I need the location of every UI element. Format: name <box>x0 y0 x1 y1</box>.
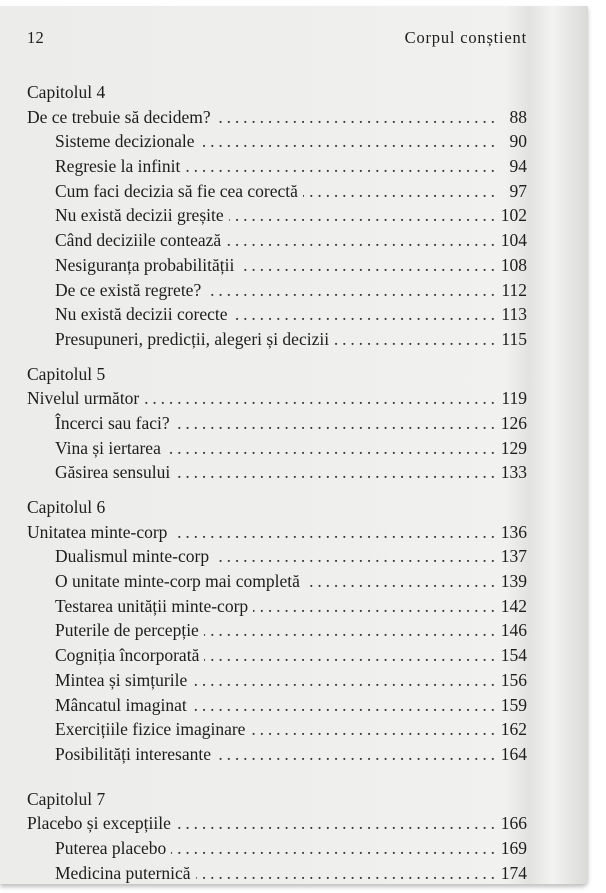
entry-page-number: 97 <box>509 180 527 201</box>
entry-page-number: 164 <box>500 743 527 764</box>
dot-leader <box>239 253 495 278</box>
toc-subsection-entry[interactable] <box>27 253 527 278</box>
entry-label: Găsirea sensului <box>55 462 171 483</box>
dot-leader <box>204 618 495 643</box>
entry-page-number: 129 <box>500 437 527 458</box>
page-number: 12 <box>27 28 45 47</box>
entry-label: Mâncatul imaginat <box>55 694 187 715</box>
entry-page-number: 112 <box>501 279 527 300</box>
toc-subsection-entry[interactable] <box>27 411 527 436</box>
toc-subsection-entry[interactable] <box>27 436 527 461</box>
dot-leader <box>185 154 495 179</box>
book-title: Corpul conștient <box>404 28 527 47</box>
dot-leader <box>305 569 495 594</box>
toc-subsection-entry[interactable] <box>27 179 527 204</box>
running-header <box>27 28 527 50</box>
chapter-heading: Capitolul 7 <box>27 788 106 809</box>
entry-page-number: 174 <box>500 862 527 883</box>
chapter-heading: Capitolul 5 <box>27 363 106 384</box>
entry-label: Nu există decizii greșite <box>55 205 224 226</box>
dot-leader <box>172 520 495 545</box>
toc-subsection-entry[interactable] <box>27 717 527 742</box>
entry-page-number: 146 <box>500 620 527 641</box>
dot-leader <box>176 811 495 836</box>
toc-section-entry[interactable] <box>27 811 527 836</box>
entry-page-number: 139 <box>500 571 527 592</box>
entry-label: Testarea unității minte-corp <box>55 595 249 616</box>
entry-page-number: 133 <box>500 462 527 483</box>
toc-subsection-entry[interactable] <box>27 154 527 179</box>
entry-page-number: 156 <box>500 669 527 690</box>
toc-subsection-entry[interactable] <box>27 327 527 352</box>
entry-page-number: 166 <box>500 813 527 834</box>
toc-subsection-entry[interactable] <box>27 618 527 643</box>
dot-leader <box>334 327 495 352</box>
dot-leader <box>216 742 495 767</box>
toc-subsection-entry[interactable] <box>27 742 527 767</box>
entry-label: Unitatea minte-corp <box>27 521 168 542</box>
dot-leader <box>175 460 495 485</box>
entry-label: Dualismul minte-corp <box>55 546 210 567</box>
entry-label: Nu există decizii corecte <box>55 304 228 325</box>
entry-page-number: 142 <box>500 595 527 616</box>
toc-section-entry[interactable] <box>27 520 527 545</box>
entry-page-number: 108 <box>500 254 527 275</box>
dot-leader <box>204 643 495 668</box>
entry-page-number: 159 <box>500 694 527 715</box>
entry-page-number: 162 <box>500 719 527 740</box>
entry-label: Presupuneri, predicții, alegeri și decizii <box>55 328 330 349</box>
dot-leader <box>166 436 495 461</box>
toc-subsection-entry[interactable] <box>27 129 527 154</box>
chapter-section <box>27 362 527 485</box>
toc-subsection-entry[interactable] <box>27 693 527 718</box>
entry-label: O unitate minte-corp mai completă <box>55 571 300 592</box>
table-of-contents <box>27 80 527 885</box>
dot-leader <box>214 544 495 569</box>
dot-leader <box>171 836 495 861</box>
dot-leader <box>232 302 495 327</box>
toc-subsection-entry[interactable] <box>27 544 527 569</box>
entry-label: Nivelul următor <box>27 388 140 409</box>
dot-leader <box>253 594 495 619</box>
entry-page-number: 104 <box>500 230 527 251</box>
entry-label: Puterile de percepție <box>55 620 199 641</box>
toc-subsection-entry[interactable] <box>27 594 527 619</box>
toc-subsection-entry[interactable] <box>27 203 527 228</box>
toc-section-entry[interactable] <box>27 386 527 411</box>
entry-label: Medicina puternică <box>55 862 191 883</box>
toc-subsection-entry[interactable] <box>27 668 527 693</box>
toc-subsection-entry[interactable] <box>27 460 527 485</box>
entry-label: Puterea placebo <box>55 837 167 858</box>
entry-page-number: 169 <box>500 837 527 858</box>
entry-page-number: 88 <box>509 106 527 127</box>
dot-leader <box>250 717 495 742</box>
entry-label: Placebo și excepțiile <box>27 813 171 834</box>
entry-label: Cum faci decizia să fie cea corectă <box>55 180 298 201</box>
dot-leader <box>206 278 495 303</box>
entry-page-number: 102 <box>500 205 527 226</box>
entry-page-number: 154 <box>500 645 527 666</box>
dot-leader <box>229 203 495 228</box>
entry-page-number: 119 <box>501 388 527 409</box>
entry-label: Cogniția încorporată <box>55 645 200 666</box>
entry-label: Când deciziile contează <box>55 230 222 251</box>
dot-leader <box>216 105 495 130</box>
entry-page-number: 113 <box>501 304 527 325</box>
dot-leader <box>192 693 495 718</box>
entry-label: Sisteme decizionale <box>55 131 195 152</box>
entry-label: Exercițiile fizice imaginare <box>55 719 246 740</box>
toc-subsection-entry[interactable] <box>27 278 527 303</box>
toc-subsection-entry[interactable] <box>27 302 527 327</box>
entry-label: Încerci sau faci? <box>55 412 170 433</box>
entry-label: Nesiguranța probabilității <box>55 254 235 275</box>
toc-subsection-entry[interactable] <box>27 836 527 861</box>
dot-leader <box>199 129 495 154</box>
entry-page-number: 126 <box>500 412 527 433</box>
entry-page-number: 136 <box>500 521 527 542</box>
dot-leader <box>144 386 495 411</box>
chapter-heading: Capitolul 6 <box>27 497 106 517</box>
dot-leader <box>303 179 495 204</box>
dot-leader <box>192 668 495 693</box>
dot-leader <box>175 411 495 436</box>
entry-label: Posibilități interesante <box>55 743 212 764</box>
entry-label: De ce trebuie să decidem? <box>27 106 211 127</box>
toc-section-entry[interactable] <box>27 105 527 130</box>
entry-page-number: 90 <box>509 131 527 152</box>
toc-subsection-entry[interactable] <box>27 569 527 594</box>
entry-page-number: 115 <box>501 328 527 349</box>
entry-page-number: 137 <box>500 546 527 567</box>
entry-label: Regresie la infinit <box>55 156 181 177</box>
chapter-heading: Capitolul 4 <box>27 82 106 102</box>
entry-label: Vina și iertarea <box>55 437 161 458</box>
chapter-section <box>27 495 527 767</box>
toc-subsection-entry[interactable] <box>27 643 527 668</box>
chapter-section <box>27 80 527 352</box>
dot-leader <box>196 861 495 886</box>
entry-label: De ce există regrete? <box>55 279 202 300</box>
book-page <box>0 6 588 884</box>
dot-leader <box>226 228 495 253</box>
entry-label: Mintea și simțurile <box>55 669 188 690</box>
toc-subsection-entry[interactable] <box>27 861 527 886</box>
toc-subsection-entry[interactable] <box>27 228 527 253</box>
entry-page-number: 94 <box>509 156 527 177</box>
chapter-section <box>27 787 527 886</box>
